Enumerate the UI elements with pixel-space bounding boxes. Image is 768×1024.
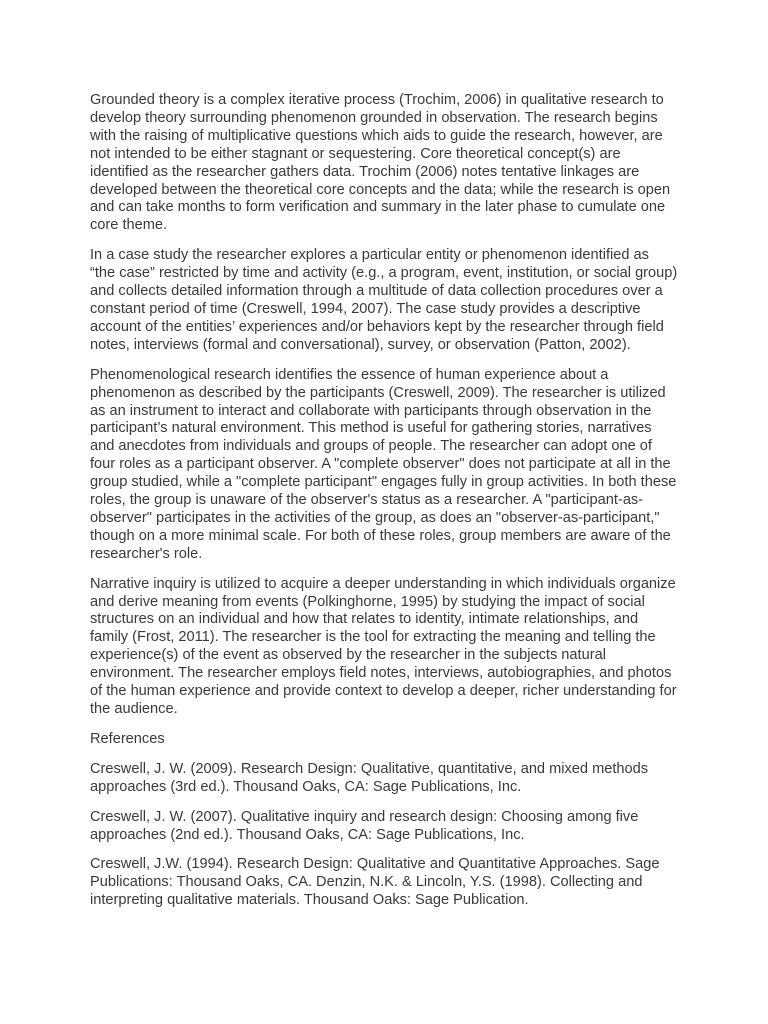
- paragraph-phenomenological-research: Phenomenological research identifies the essence of human experience about a phenomenon as described by the participants (Creswell, 2009). The researcher is utilized as an instrument to interact and collaborate with participants through observation in the participant’s natural environment. This method is useful for gathering stories, narratives and anecdotes from individuals and groups of people. The researcher can adopt one of four roles as a participant observer. A "complete observer" does not participate at all in the group studied, while a "complete participant" engages fully in group activities. In both these roles, the group is unaware of the observer's status as a researcher. A "participant-as-observer" participates in the activities of the group, as does an "observer-as-participant," though on a more minimal scale. For both of these roles, group members are aware of the researcher's role.: [90, 366, 677, 562]
- references-heading: References: [90, 730, 165, 747]
- reference-entry: Creswell, J. W. (2007). Qualitative inquiry and research design: Choosing among five approaches (2nd ed.). Thousand Oaks, CA: Sage Publications, Inc.: [90, 808, 639, 843]
- paragraph-narrative-inquiry: Narrative inquiry is utilized to acquire a deeper understanding in which individuals organize and derive meaning from events (Polkinghorne, 1995) by studying the impact of social structures on an individual and how that relates to identity, intimate relationships, and family (Frost, 2011). The researcher is the tool for extracting the meaning and telling the experience(s) of the event as observed by the researcher in the subjects natural environment. The researcher employs field notes, interviews, autobiographies, and photos of the human experience and provide context to develop a deeper, richer understanding for the audience.: [90, 575, 677, 717]
- paragraph-case-study: In a case study the researcher explores a particular entity or phenomenon identified as “the case” restricted by time and activity (e.g., a program, event, institution, or social group) and collects detailed information through a multitude of data collection procedures over a constant period of time (Creswell, 1994, 2007). The case study provides a descriptive account of the entities’ experiences and/or behaviors kept by the researcher through field notes, interviews (formal and conversational), survey, or observation (Patton, 2002).: [90, 247, 678, 353]
- reference-entry: Creswell, J. W. (2009). Research Design: Qualitative, quantitative, and mixed methods approaches (3rd ed.). Thousand Oaks, CA: Sage Publications, Inc.: [90, 760, 649, 795]
- paragraph-grounded-theory: Grounded theory is a complex iterative process (Trochim, 2006) in qualitative research to develop theory surrounding phenomenon grounded in observation. The research begins with the raising of multiplicative questions which aids to guide the research, however, are not intended to be either stagnant or sequestering. Core theoretical concept(s) are identified as the researcher gathers data. Trochim (2006) notes tentative linkages are developed between the theoretical core concepts and the data; while the research is open and can take months to form verification and summary in the later phase to cumulate one core theme.: [90, 92, 671, 234]
- reference-entry: Creswell, J.W. (1994). Research Design: Qualitative and Quantitative Approaches. Sage Publications: Thousand Oaks, CA. Denzin, N.K. & Lincoln, Y.S. (1998). Collecting and interpreting qualitative materials. Thousand Oaks: Sage Publication.: [90, 856, 660, 909]
